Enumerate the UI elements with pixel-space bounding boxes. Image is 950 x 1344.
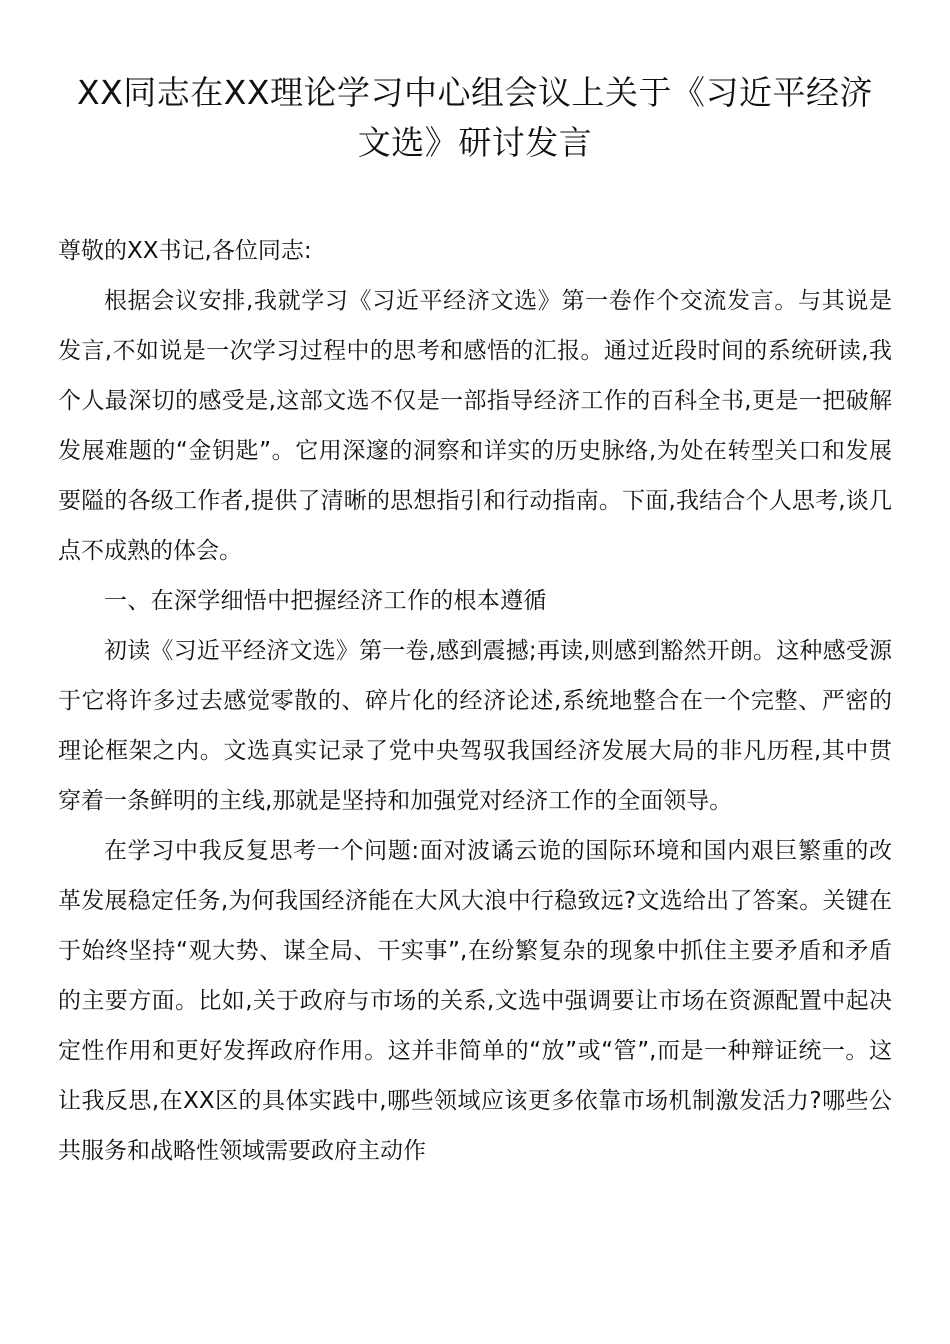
salutation: 尊敬的XX书记,各位同志: xyxy=(58,238,312,264)
document-body xyxy=(58,226,892,1176)
paragraph-reflection: 在学习中我反复思考一个问题:面对波谲云诡的国际环境和国内艰巨繁重的改革发展稳定任务,为何我国经济能在大风大浪中行稳致远?文选给出了答案。关键在于始终坚持“观大势、谋全局、干实事”,在纷繁复杂的现象中抓住主要矛盾和矛盾的主要方面。比如,关于政府与市场的关系,文选中强调要让市场在资源配置中起决定性作用和更好发挥政府作用。这并非简单的“放”或“管”,而是一种辩证统一。这让我反思,在XX区的具体实践中,哪些领域应该更多依靠市场机制激发活力?哪些公共服务和战略性领域需要政府主动作 xyxy=(58,838,892,1164)
section-heading-1: 一、在深学细悟中把握经济工作的根本遵循 xyxy=(104,588,547,614)
paragraph-first-reading: 初读《习近平经济文选》第一卷,感到震撼;再读,则感到豁然开朗。这种感受源于它将许多过去感觉零散的、碎片化的经济论述,系统地整合在一个完整、严密的理论框架之内。文选真实记录了党中央驾驭我国经济发展大局的非凡历程,其中贯穿着一条鲜明的主线,那就是坚持和加强党对经济工作的全面领导。 xyxy=(58,638,892,814)
document-title: XX同志在XX理论学习中心组会议上关于《习近平经济文选》研讨发言 xyxy=(77,73,873,162)
paragraph-intro: 根据会议安排,我就学习《习近平经济文选》第一卷作个交流发言。与其说是发言,不如说是一次学习过程中的思考和感悟的汇报。通过近段时间的系统研读,我个人最深切的感受是,这部文选不仅是一部指导经济工作的百科全书,更是一把破解发展难题的“金钥匙”。它用深邃的洞察和详实的历史脉络,为处在转型关口和发展要隘的各级工作者,提供了清晰的思想指引和行动指南。下面,我结合个人思考,谈几点不成熟的体会。 xyxy=(58,288,892,564)
